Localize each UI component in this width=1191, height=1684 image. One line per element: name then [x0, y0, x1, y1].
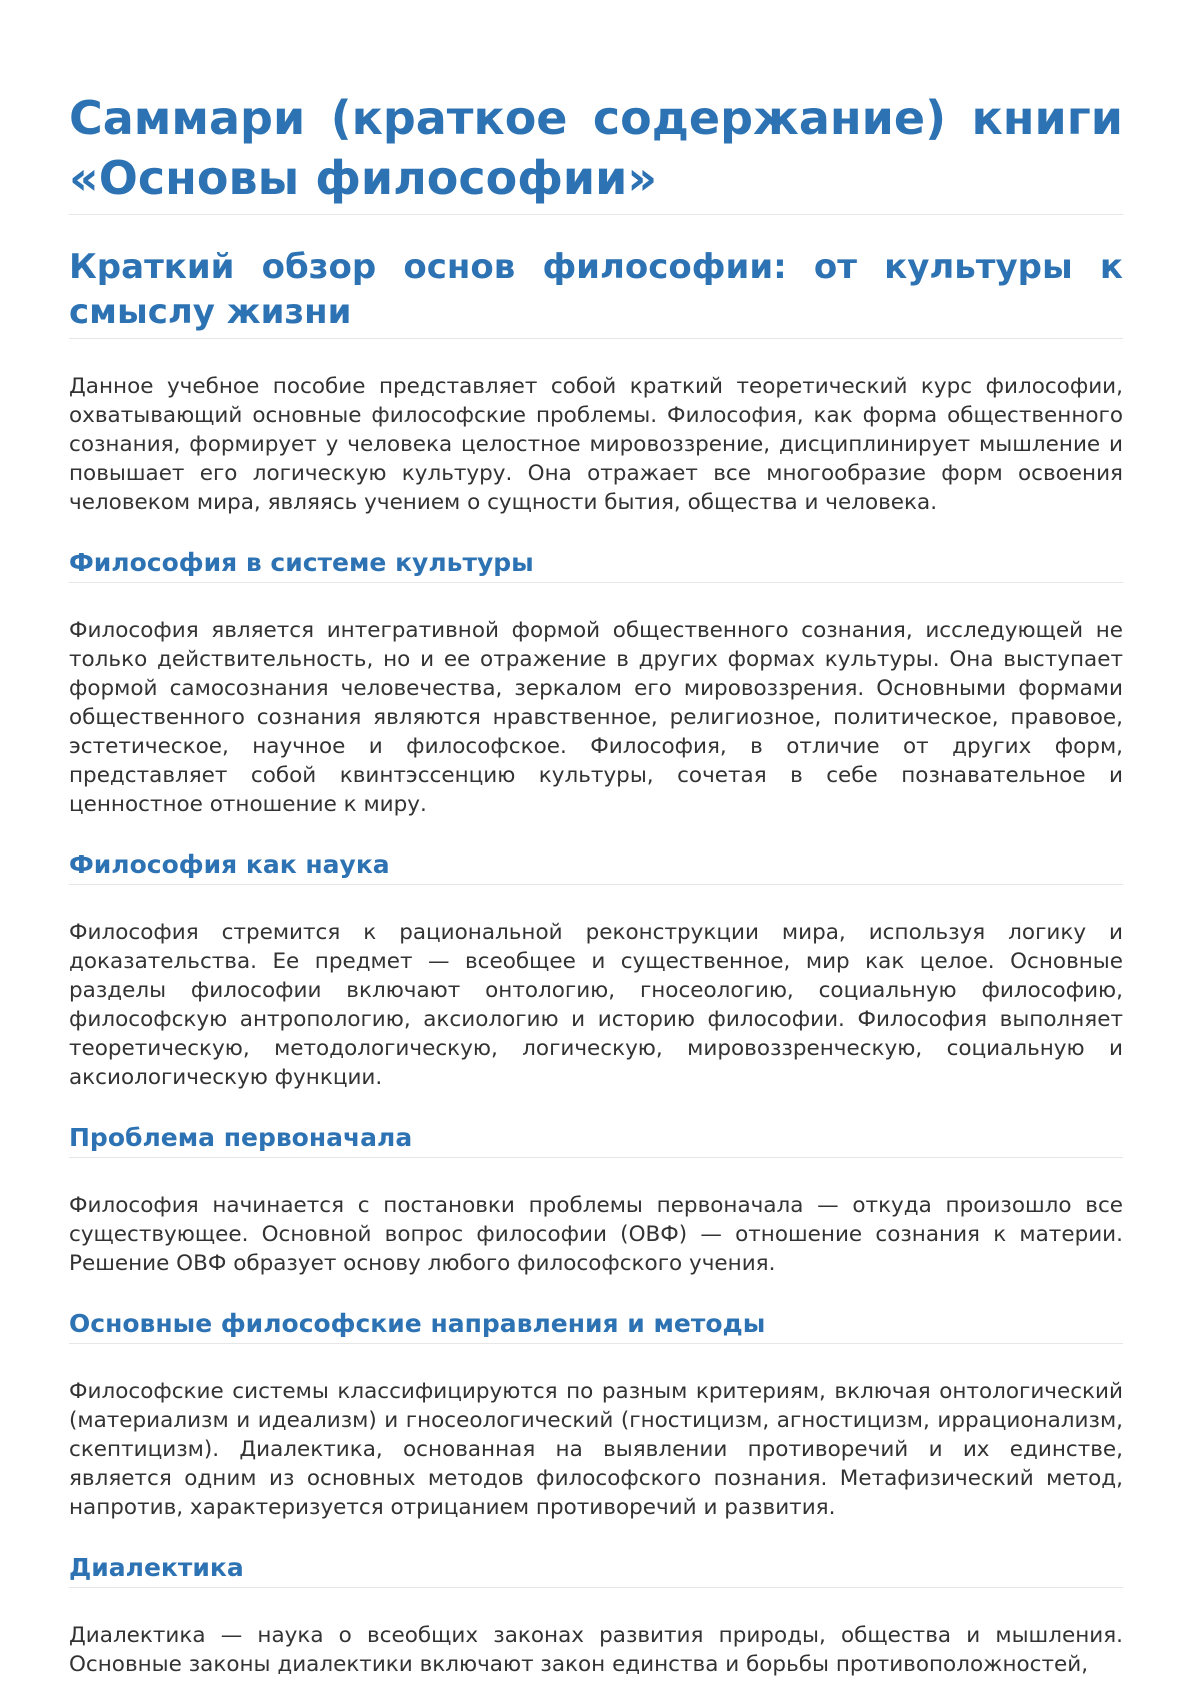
section-text-first-principle: Философия начинается с постановки проблемы первоначала — откуда произошло все существующее. Основной вопрос философии (ОВФ) — отношение сознания к материи. Решение ОВФ образует основу любого философского учения.: [69, 1193, 1123, 1276]
section-heading-science: Философия как наука: [69, 847, 1123, 885]
section-heading-culture: Философия в системе культуры: [69, 545, 1123, 583]
section-text-culture: Философия является интегративной формой общественного сознания, исследующей не только действительность, но и ее отражение в других формах культуры. Она выступает формой самосознания человечества, зеркалом его мировоззрения. Основными формами общественного сознания являются нравственное, религиозное, политическое, правовое, эстетическое, научное и философское. Философия, в отличие от других форм, представляет собой квинтэссенцию культуры, сочетая в себе познавательное и ценностное отношение к миру.: [69, 618, 1123, 817]
section-heading-directions-methods: Основные философские направления и методы: [69, 1306, 1123, 1344]
section-heading-first-principle: Проблема первоначала: [69, 1120, 1123, 1158]
section-text-science: Философия стремится к рациональной реконструкции мира, используя логику и доказательства. Ее предмет — всеобщее и существенное, мир как целое. Основные разделы философии включают онтологию, гносеологию, социальную философию, философскую антропологию, аксиологию и историю философии. Философия выполняет теоретическую, методологическую, логическую, мировоззренческую, социальную и аксиологическую функции.: [69, 920, 1123, 1090]
document-page: [69, 88, 1123, 1679]
section-heading-dialectics: Диалектика: [69, 1550, 1123, 1588]
section-text-dialectics: Диалектика — наука о всеобщих законах развития природы, общества и мышления. Основные законы диалектики включают закон единства и борьбы противоположностей,: [69, 1623, 1123, 1677]
intro-paragraph: Данное учебное пособие представляет собой краткий теоретический курс философии, охватывающий основные философские проблемы. Философия, как форма общественного сознания, формирует у человека целостное мировоззрение, дисциплинирует мышление и повышает его логическую культуру. Она отражает все многообразие форм освоения человеком мира, являясь учением о сущности бытия, общества и человека.: [69, 374, 1123, 515]
section-text-directions-methods: Философские системы классифицируются по разным критериям, включая онтологический (материализм и идеализм) и гносеологический (гностицизм, агностицизм, иррационализм, скептицизм). Диалектика, основанная на выявлении противоречий и их единстве, является одним из основных методов философского познания. Метафизический метод, напротив, характеризуется отрицанием противоречий и развития.: [69, 1379, 1123, 1520]
document-subtitle: Краткий обзор основ философии: от культуры к смыслу жизни: [69, 245, 1123, 339]
document-title: Саммари (краткое содержание) книги «Основы философии»: [69, 88, 1123, 215]
